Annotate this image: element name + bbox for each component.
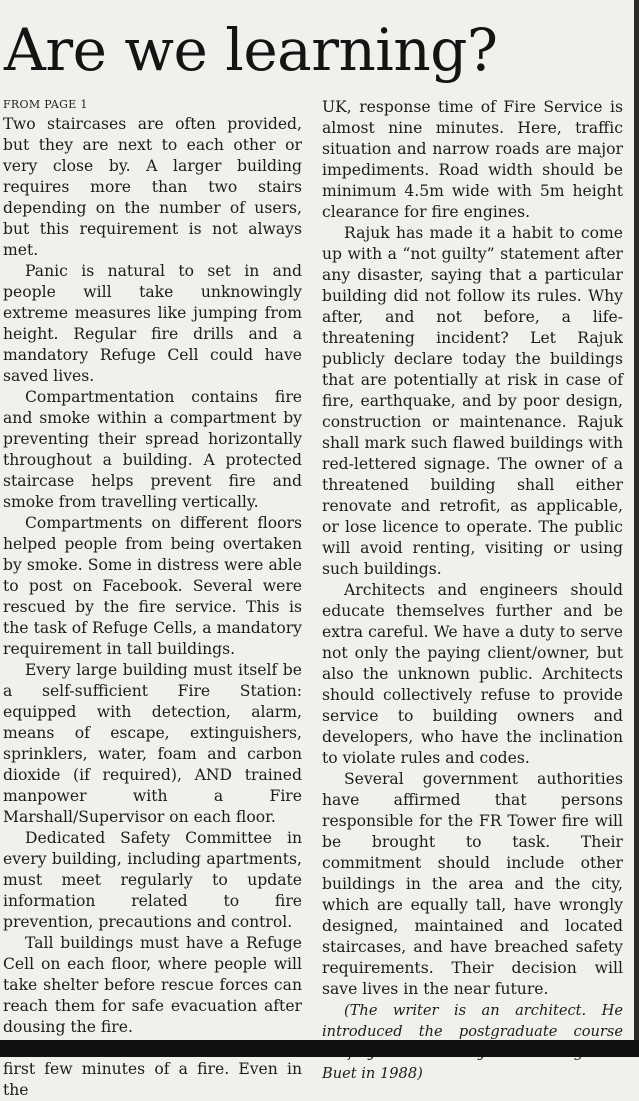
page-edge-shadow (634, 0, 639, 1040)
paragraph: Two staircases are often provided, but they are next to each other or very close by. A larger building requires more than two stairs depending on the number of users, but this requirement is not always met. (3, 115, 302, 259)
paragraph: Rajuk has made it a habit to come up with a “not guilty” statement after any disaster, saying that a particular building did not follow its rules. Why after, and not before, a life-threatening incident? Let Rajuk publicly declare today the buildings that are potentially at risk in case of fire, earthquake, and by poor design, construction or maintenance. Rajuk shall mark such flawed buildings with red-lettered signage. The owner of a threatened building shall either renovate and retrofit, as applicable, or lose licence to operate. The public will avoid renting, visiting or using such buildings. (322, 224, 623, 578)
article-column-right (322, 97, 623, 1084)
paragraph: Tall buildings must have a Refuge Cell on each floor, where people will take shelter before rescue forces can reach them for safe evacuation after dousing the fire. (3, 934, 302, 1036)
paragraph: Panic is natural to set in and people will take unknowingly extreme measures like jumping from height. Regular fire drills and a mandatory Refuge Cell could have saved lives. (3, 262, 302, 385)
scan-bottom-border (0, 1040, 639, 1057)
paragraph: Dedicated Safety Committee in every building, including apartments, must meet regularly to update information related to fire prevention, precautions and control. (3, 829, 302, 931)
paragraph: Architects and engineers should educate themselves further and be extra careful. We have a duty to serve not only the paying client/owner, but also the unknown public. Architects should collectively refuse to provide service to building owners and developers, who have the inclination to violate rules and codes. (322, 581, 623, 767)
paragraph: first few minutes of a fire. Even in the (3, 1060, 302, 1099)
article-column-left (3, 96, 302, 1101)
paragraph: Compartmentation contains fire and smoke within a compartment by preventing their spread horizontally throughout a building. A protected staircase helps prevent fire and smoke from travelling vertically. (3, 388, 302, 511)
headline: Are we learning? (4, 16, 498, 84)
continued-from-label: FROM PAGE 1 (3, 98, 88, 111)
author-credit: (The writer is an architect. He introduced the postgraduate course Buet in 1988) (322, 1002, 623, 1082)
paragraph: Several government authorities have affirmed that persons responsible for the FR Tower fire will be brought to task. Their commitment should include other buildings in the area and the city, which are equally tall, have wrongly designed, maintained and located staircases, and have breached safety requirements. Their decision will save lives in the near future. (322, 770, 623, 998)
paragraph: UK, response time of Fire Service is almost nine minutes. Here, traffic situation and narrow roads are major impediments. Road width should be minimum 4.5m wide with 5m height clearance for fire engines. (322, 98, 623, 221)
paragraph: Compartments on different floors helped people from being overtaken by smoke. Some in distress were able to post on Facebook. Several were rescued by the fire service. This is the task of Refuge Cells, a mandatory requirement in tall buildings. (3, 514, 302, 658)
paragraph: Every large building must itself be a self-sufficient Fire Station: equipped with detection, alarm, means of escape, extinguishers, sprinklers, water, foam and carbon dioxide (if required), AND trained manpower with a Fire Marshall/Supervisor on each floor. (3, 661, 302, 826)
